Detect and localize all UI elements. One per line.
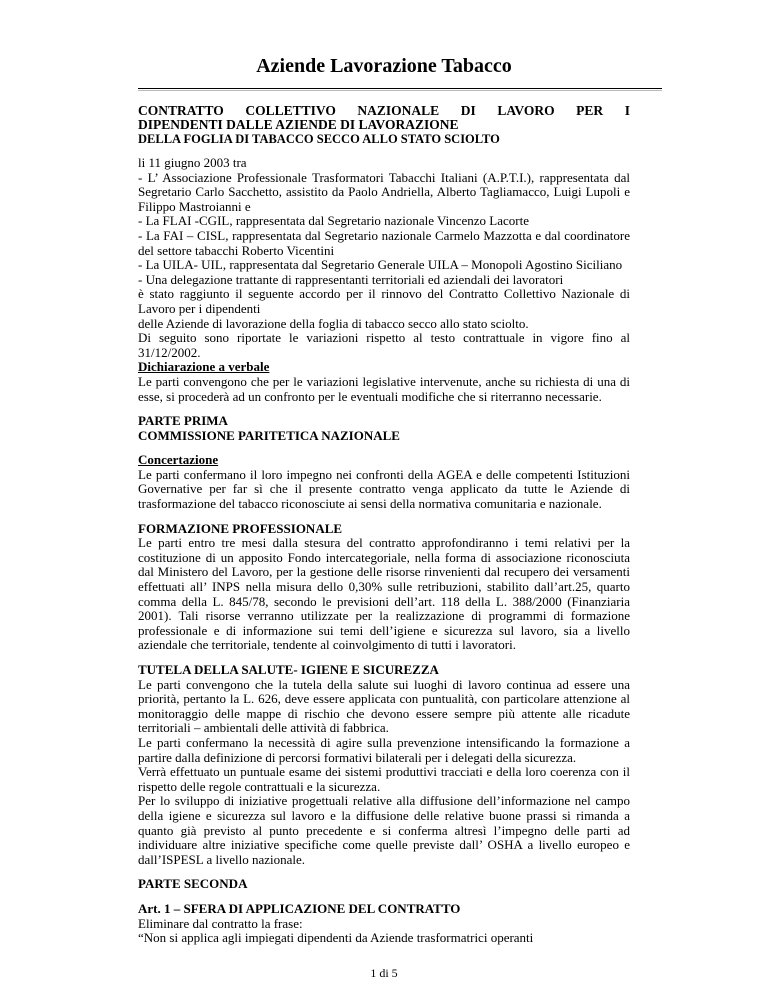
- document-title: [138, 104, 630, 146]
- title-word: I: [624, 103, 630, 118]
- commissione-heading: COMMISSIONE PARITETICA NAZIONALE: [138, 427, 400, 443]
- tutela-heading: TUTELA DELLA SALUTE- IGIENE E SICUREZZA: [138, 662, 439, 677]
- title-word: CONTRATTO: [138, 103, 224, 118]
- document-title-line-1: [138, 104, 630, 118]
- intro-party-fai: - La FAI – CISL, rappresentata dal Segretario nazionale Carmelo Mazzotta e dal coordinatore del settore tabacchi Roberto Vicentini: [138, 227, 630, 258]
- intro-agreement-cont: delle Aziende di lavorazione della foglia di tabacco secco allo stato sciolto.: [138, 315, 529, 331]
- concertazione-heading: Concertazione: [138, 452, 219, 468]
- page-header-title: Aziende Lavorazione Tabacco: [256, 55, 512, 77]
- intro-party-flai: - La FLAI -CGIL, rappresentata dal Segretario nazionale Vincenzo Lacorte: [138, 213, 529, 229]
- intro-variations: Di seguito sono riportate le variazioni rispetto al testo contrattuale in vigore fino al 31/12/2002.: [138, 330, 630, 360]
- formazione-heading: FORMAZIONE PROFESSIONALE: [138, 520, 343, 536]
- document-title-line-3: DELLA FOGLIA DI TABACCO SECCO ALLO STATO SCIOLTO: [138, 132, 500, 146]
- intro-delegation: - Una delegazione trattante di rappresentanti territoriali ed aziendali dei lavoratori: [138, 271, 564, 287]
- formazione-text: Le parti entro tre mesi dalla stesura del contratto approfondiranno i temi relativi per la costituzione di un apposito Fondo intercategoriale, nella forma di associazione riconosciuta dal Ministero del Lavoro, per la gestione delle risorse rinvenienti dal recupero dei versamenti effettuati all’ INPS nella misura dello 0,30% sulle retribuzioni, stabilito dall’art.25, quarto comma della L. 845/78, secondo le previsioni dell’art. 118 della L. 388/2000 (Finanziaria 2001). Tali risorse verranno utilizzate per la realizzazione di programmi di formazione professionale e di informazione sui temi dell’igiene e sicurezza sul lavoro, sia a livello aziendale che territoriale, tendente al coinvolgimento di tutti i lavoratori.: [138, 535, 630, 653]
- title-word: LAVORO: [497, 103, 555, 118]
- title-word: COLLETTIVO: [245, 103, 336, 118]
- intro-party-apti: - L’ Associazione Professionale Trasformatori Tabacchi Italiani (A.P.T.I.), rappresentata dal Segretario Carlo Sacchetto, assistito da Paolo Andriella, Alberto Tagliamacco, Luigi Lupoli e Filippo Mastroianni e: [138, 169, 630, 214]
- tutela-paragraph: Le parti confermano la necessità di agire sulla prevenzione intensificando la formazione a partire dalla definizione di percorsi formativi bilaterali per i delegati della sicurezza.: [138, 734, 630, 765]
- intro-date: li 11 giugno 2003 tra: [138, 155, 247, 170]
- art1-heading: Art. 1 – SFERA DI APPLICAZIONE DEL CONTRATTO: [138, 900, 461, 916]
- art1-line: “Non si applica agli impiegati dipendenti da Aziende trasformatrici operanti: [138, 930, 534, 946]
- dichiarazione-heading: Dichiarazione a verbale: [138, 359, 270, 375]
- title-word: PER: [576, 103, 604, 118]
- page-number: 1 di 5: [370, 966, 398, 980]
- tutela-paragraph: Le parti convengono che la tutela della salute sui luoghi di lavoro continua ad essere una priorità, pertanto la L. 626, deve essere applicata con puntualità, con particolare attenzione al monitoraggio delle mappe di rischio che devono essere sempre più attente alle ricadute territoriali – ambientali delle attività di fabbrica.: [138, 676, 630, 736]
- document-body: [138, 104, 630, 946]
- tutela-paragraph: Per lo sviluppo di iniziative progettuali relative alla diffusione dell’informazione nel campo della igiene e sicurezza sul lavoro e la diffusione delle relative buone prassi si rimanda a quanto già previsto al punto precedente e si conferma altresì l’impegno delle parti ad individuare altre iniziative specifiche come quelle previste dall’ OSHA a livello europeo e dall’ISPESL a livello nazionale.: [138, 793, 630, 867]
- intro-party-uila: - La UILA- UIL, rappresentata dal Segretario Generale UILA – Monopoli Agostino Siciliano: [138, 257, 623, 273]
- header-divider: [138, 88, 662, 91]
- parte-seconda-heading: PARTE SECONDA: [138, 876, 248, 892]
- title-word: NAZIONALE: [357, 103, 440, 118]
- tutela-paragraph: Verrà effettuato un puntuale esame dei sistemi produttivi tracciati e della loro coerenza con il rispetto delle regole contrattuali e la sicurezza.: [138, 764, 630, 794]
- parte-prima-heading: PARTE PRIMA: [138, 413, 228, 429]
- concertazione-text: Le parti confermano il loro impegno nei confronti della AGEA e delle competenti Istituzioni Governative per far sì che il presente contratto venga applicato da tutte le Aziende di trasformazione del tabacco riconosciute ai sensi della normativa comunitaria e nazionale.: [138, 466, 630, 512]
- title-word: DI: [460, 103, 476, 118]
- dichiarazione-text: Le parti convengono che per le variazioni legislative intervenute, anche su richiesta di una di esse, si procederà ad un confronto per le eventuali modifiche che si riterranno necessarie.: [138, 373, 630, 404]
- art1-line: Eliminare dal contratto la frase:: [138, 915, 303, 931]
- document-title-line-2: DIPENDENTI DALLE AZIENDE DI LAVORAZIONE: [138, 117, 459, 132]
- intro-agreement: è stato raggiunto il seguente accordo per il rinnovo del Contratto Collettivo Nazionale di Lavoro per i dipendenti: [138, 286, 630, 316]
